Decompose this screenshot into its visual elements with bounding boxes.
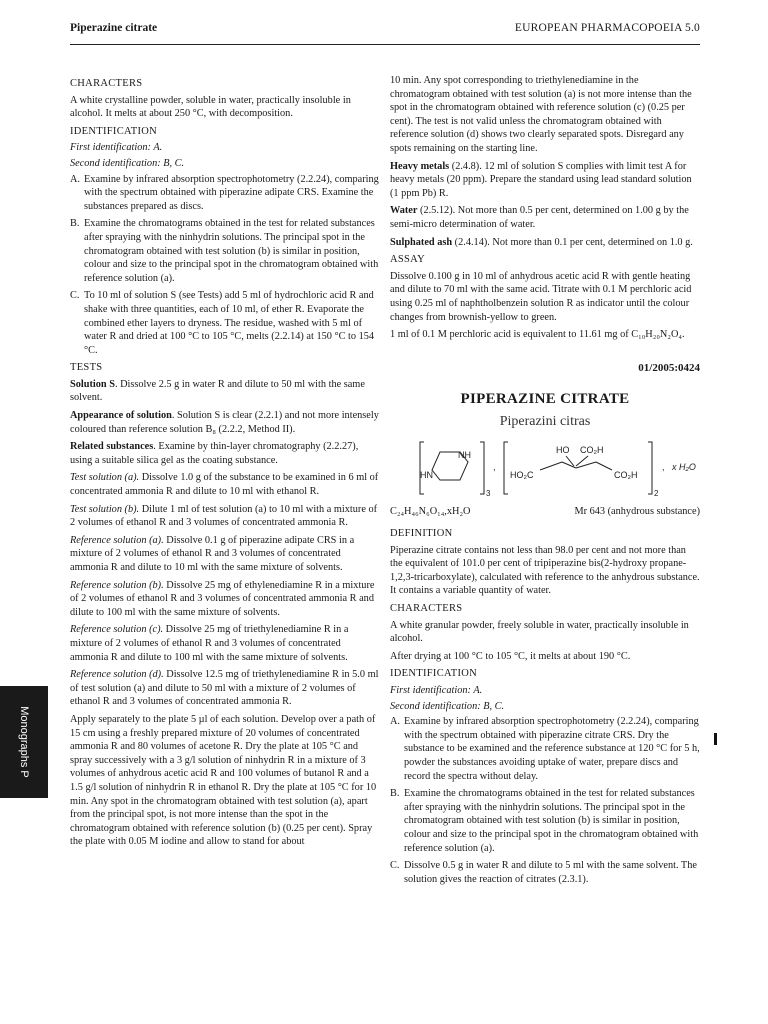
reference-solution-a — [70, 534, 379, 575]
citric-bracket — [504, 442, 508, 494]
molecular-weight: Mr 643 (anhydrous substance) — [574, 506, 700, 518]
hn-label: HN — [420, 470, 433, 481]
reference-solution-b — [70, 579, 379, 620]
carboxyl-top-label: CO₂H — [580, 445, 604, 456]
identification-item-a — [70, 173, 379, 214]
term: Reference solution (a). — [70, 534, 164, 546]
text: Dissolve 25 mg of triethylenediamine R in a mixture of 2 volumes of ethanol R and 3 volumes of concentrated ammonia R and dilute to 100 ml with the same mixture of solvents. — [70, 624, 349, 663]
item-label: C. — [390, 860, 400, 872]
citric-bracket-close — [648, 442, 652, 494]
latin-name: Piperazini citras — [499, 413, 591, 429]
term: Related substances — [70, 441, 154, 453]
characters-text: A white crystalline powder, soluble in water, practically insoluble in alcohol. It melts at about 250 °C, with decomposition. — [70, 94, 351, 120]
item-label: A. — [390, 716, 401, 728]
item-text: Examine the chromatograms obtained in the test for related substances after spraying with the ninhydrin solutions. The principal spot in the chromatogram obtained with test solution (b) is similar in position, colour and size to the principal spot in the chromatogram obtained with reference solution (a). — [404, 788, 699, 854]
right-column — [390, 74, 700, 890]
text: Dilute 1 ml of test solution (a) to 10 ml with a mixture of 2 volumes of ethanol R and 3 volumes of concentrated ammonia R. — [70, 503, 378, 529]
item-text: Dissolve 0.5 g in water R and dilute to 5 ml with the same solvent. The solution gives the reaction of citrates (2.3.1). — [404, 860, 697, 885]
side-tab-label: Monographs P — [18, 706, 30, 778]
margin-marker — [714, 733, 717, 745]
identification-heading: IDENTIFICATION — [70, 125, 158, 137]
reference-solution-c — [70, 623, 379, 664]
nh-label: NH — [458, 450, 471, 461]
term: Reference solution (b). — [70, 579, 164, 591]
text: Dissolve 1.0 g of the substance to be examined in 6 ml of concentrated ammonia R and dilute to 10 ml with ethanol R. — [70, 472, 379, 498]
monographs-side-tab — [0, 686, 48, 798]
test-solution-a — [70, 471, 379, 498]
related-substances-paragraph — [70, 440, 379, 467]
sulphated-ash-paragraph — [390, 236, 700, 250]
hydroxy-label: HO — [556, 445, 570, 456]
formula-row — [390, 503, 700, 523]
characters-heading: CHARACTERS — [390, 603, 463, 615]
item-label: A. — [70, 173, 81, 185]
term: Appearance of solution — [70, 410, 172, 422]
appearance-paragraph — [70, 409, 379, 436]
definition-text: Piperazine citrate contains not less than 98.0 per cent and not more than the equivalent of 101.0 per cent of tripiperazine bis(2-hydroxy propane-1,2,3-tricarboxylate), calculated with reference to the anhydrous substance. It contains a variable quantity of water. — [390, 544, 700, 597]
left-bracket-close — [480, 442, 484, 494]
characters-text-1: A white granular powder, freely soluble in water, practically insoluble in alcohol. — [390, 619, 689, 645]
term: Test solution (b). — [70, 503, 140, 515]
item-text: To 10 ml of solution S (see Tests) add 5 ml of hydrochloric acid R and shake with three quantities, each of 10 ml, of ether R. Evaporate the combined ether layers to dryness. The residue, washed with 5 ml of water R and dried at 100 °C to 105 °C, melts (2.2.14) at 150 °C to 154 °C. — [84, 290, 375, 356]
publication-title: EUROPEAN PHARMACOPOEIA 5.0 — [514, 22, 700, 34]
identification-heading: IDENTIFICATION — [390, 668, 478, 680]
text: Dissolve 25 mg of ethylenediamine R in a mixture of 2 volumes of ethanol R and 3 volumes of concentrated ammonia R and dilute to 100 ml with the same mixture of solvents. — [70, 579, 375, 618]
running-title: Piperazine citrate — [70, 22, 158, 34]
term: Heavy metals — [390, 160, 450, 172]
item-text: Examine the chromatograms obtained in the test for related substances after spraying with the ninhydrin solutions. The principal spot in the chromatogram obtained with test solution (b) is similar in position, colour and size to the principal spot in the chromatogram obtained with reference solution (a). — [84, 218, 379, 284]
identification-item-c — [70, 289, 379, 357]
characters-heading: CHARACTERS — [70, 78, 143, 89]
assay-heading: ASSAY — [390, 254, 425, 266]
term: Reference solution (c). — [70, 624, 164, 636]
assay-text: Dissolve 0.100 g in 10 ml of anhydrous acetic acid R with gentle heating and dilute to 70 ml with the same acid. Titrate with 0.1 M perchloric acid using 0.25 ml of naphtholbenzein solution R as indicator until the colour changes from brownish-yellow to green. — [390, 270, 692, 323]
term: Water — [390, 205, 418, 217]
molecular-formula: C₂₄H₄₆N₆O₁₄,xH₂O — [390, 506, 471, 518]
item-text: Examine by infrared absorption spectrophotometry (2.2.24), comparing with the spectrum obtained with piperazine adipate CRS. Examine the substances prepared as discs. — [84, 173, 379, 212]
term: Sulphated ash — [390, 236, 453, 248]
apply-paragraph: Apply separately to the plate 5 µl of each solution. Develop over a path of 15 cm using a freshly prepared mixture of 20 volumes of concentrated ammonia R and 80 volumes of acetone R. Dry the plate at 105 °C and spray successively with a 3 g/l solution of ninhydrin R in a mixture of 3 volumes of anhydrous acetic acid R and 100 volumes of butanol R and a 1.5 g/l solution of ninhydrin R in ethanol R. Dry the plate at 105 °C for 10 min. Any spot in the chromatogram obtained with test solution (a), apart from the principal spot, is not more intense than the spot in the chromatogram obtained with reference solution (b) (0.25 per cent). Spray the plate with 0.05 M iodine and allow to stand for about — [70, 713, 377, 848]
definition-heading: DEFINITION — [390, 528, 453, 540]
text: (2.5.12). Not more than 0.5 per cent, determined on 1.00 g by the semi-micro determination of water. — [390, 205, 689, 230]
text: (2.4.14). Not more than 0.1 per cent, determined on 1.0 g. — [452, 236, 693, 248]
first-identification: First identification: A. — [390, 685, 483, 696]
item-text: Examine by infrared absorption spectrophotometry (2.2.24), comparing with the spectrum obtained with piperazine citrate CRS. Dry the substance to be examined and the reference substance at 120 °C for 5 h, powder the substances avoiding uptake of water, prepare discs and record the spectra without delay. — [404, 716, 700, 782]
page-header — [70, 18, 700, 45]
left-column — [70, 74, 379, 853]
assay-equivalence: 1 ml of 0.1 M perchloric acid is equivalent to 11.61 mg of C₁₀H₂₀N₂O₄. — [390, 329, 685, 341]
term: Solution S — [70, 378, 115, 390]
tests-heading: TESTS — [70, 362, 103, 374]
text: . Dissolve 2.5 g in water R and dilute to 50 ml with the same solvent. — [70, 378, 365, 404]
identification-item-c — [390, 859, 700, 886]
second-identification: Second identification: B, C. — [390, 700, 505, 712]
text: Dissolve 0.1 g of piperazine adipate CRS in a mixture of 2 volumes of ethanol R and 3 volumes of concentrated ammonia R and dilute to 10 ml with the same mixture of solvents. — [70, 534, 355, 573]
continued-paragraph: 10 min. Any spot corresponding to triethylenediamine in the chromatogram obtained with test solution (a) is not more intense than the spot in the chromatogram obtained with reference solution (c) (0.25 per cent). The test is not valid unless the chromatogram obtained with reference solution (d) shows two clearly separated spots. Disregard any spots remaining on the starting line. — [390, 75, 692, 154]
text: . Examine by thin-layer chromatography (2.2.27), using a suitable silica gel as the coating substance. — [70, 441, 359, 466]
item-label: C. — [70, 290, 80, 302]
text: (2.4.8). 12 ml of solution S complies with limit test A for heavy metals (20 ppm). Prepare the standard using lead standard solution (1 ppm Pb) R. — [390, 160, 692, 199]
characters-text-2: After drying at 100 °C to 105 °C, it melts at about 190 °C. — [390, 650, 631, 662]
carboxyl-right-label: CO₂H — [614, 470, 638, 481]
text: . Solution S is clear (2.2.1) and not more intensely coloured than reference solution B₈ (2.2.2, Method II). — [70, 410, 379, 435]
first-identification: First identification: A. — [70, 142, 163, 154]
identification-item-b — [390, 787, 700, 855]
left-bracket — [420, 442, 424, 494]
monograph-title: PIPERAZINE CITRATE — [460, 391, 630, 408]
structural-formula — [390, 440, 700, 498]
second-identification: Second identification: B, C. — [70, 157, 185, 169]
carboxyl-left-label: HO₂C — [510, 470, 534, 481]
item-label: B. — [70, 218, 80, 230]
water-paragraph — [390, 204, 700, 231]
identification-item-a — [390, 715, 700, 783]
identification-item-b — [70, 217, 379, 285]
solution-s-paragraph — [70, 378, 379, 405]
text: Dissolve 12.5 mg of triethylenediamine R in 5.0 ml of test solution (a) and dilute to 50 ml with a mixture of 2 volumes of ethanol R and 3 volumes of concentrated ammonia R. — [70, 669, 379, 708]
subscript-3: 3 — [486, 489, 491, 499]
water-of-hydration: x H₂O — [672, 462, 696, 473]
reference-solution-d — [70, 668, 379, 709]
item-label: B. — [390, 788, 400, 800]
monograph-code: 01/2005:0424 — [638, 361, 700, 374]
comma-1: , — [493, 462, 496, 473]
term: Reference solution (d). — [70, 669, 164, 681]
term: Test solution (a). — [70, 472, 140, 484]
heavy-metals-paragraph — [390, 160, 700, 201]
test-solution-b — [70, 503, 379, 530]
comma-2: , — [662, 462, 665, 473]
subscript-2: 2 — [654, 489, 659, 499]
